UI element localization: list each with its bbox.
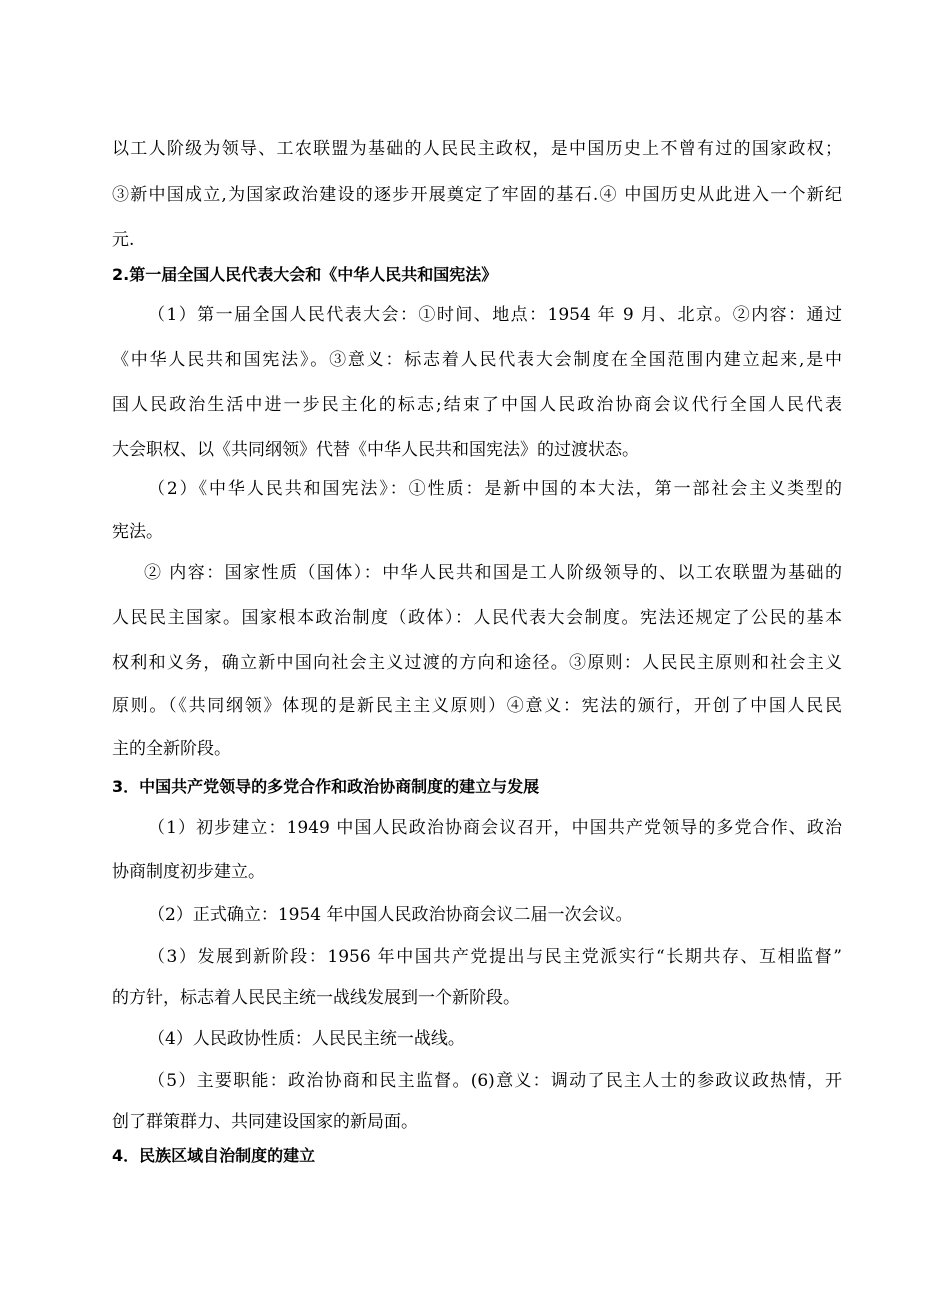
paragraph-line: 主的全新阶段。 xyxy=(112,739,231,759)
paragraph-line: （4）人民政协性质：人民民主统一战线。 xyxy=(148,1029,465,1049)
paragraph-line: （2）正式确立：1954 年中国人民政治协商会议二届一次会议。 xyxy=(148,905,633,925)
paragraph-line: ② 内容：国家性质（国体）：中华人民共和国是工人阶级领导的、以工农联盟为基础的 xyxy=(144,563,842,583)
paragraph-line: 权利和义务，确立新中国向社会主义过渡的方向和途径。③原则：人民民主原则和社会主义 xyxy=(112,653,842,673)
paragraph-line: 协商制度初步建立。 xyxy=(112,862,265,882)
paragraph-line: （3）发展到新阶段：1956 年中国共产党提出与民主党派实行“长期共存、互相监督” xyxy=(148,947,842,967)
paragraph-line: 国人民政治生活中进一步民主化的标志;结束了中国人民政治协商会议代行全国人民代表 xyxy=(112,395,842,415)
paragraph-line: 以工人阶级为领导、工农联盟为基础的人民民主政权，是中国历史上不曾有过的国家政权； xyxy=(112,139,842,159)
paragraph-line: （1）初步建立：1949 中国人民政治协商会议召开，中国共产党领导的多党合作、政治 xyxy=(148,818,842,838)
paragraph-line: （5）主要职能：政治协商和民主监督。(6)意义：调动了民主人士的参政议政热情，开 xyxy=(148,1071,842,1091)
paragraph-line: （1）第一届全国人民代表大会：①时间、地点：1954 年 9 月、北京。②内容：通过 xyxy=(148,305,842,325)
section-heading-2: 2.第一届全国人民代表大会和《中华人民共和国宪法》 xyxy=(112,265,498,284)
paragraph-line: 大会职权、以《共同纲领》代替《中华人民共和国宪法》的过渡状态。 xyxy=(112,440,639,460)
paragraph-line: 创了群策群力、共同建设国家的新局面。 xyxy=(112,1112,418,1132)
paragraph-line: 人民民主国家。国家根本政治制度（政体）：人民代表大会制度。宪法还规定了公民的基本 xyxy=(112,608,842,628)
paragraph-line: ③新中国成立,为国家政治建设的逐步开展奠定了牢固的基石.④ 中国历史从此进入一个新纪 xyxy=(112,185,842,205)
paragraph-line: 《中华人民共和国宪法》。③意义：标志着人民代表大会制度在全国范围内建立起来,是中 xyxy=(112,350,842,370)
section-heading-3: 3．中国共产党领导的多党合作和政治协商制度的建立与发展 xyxy=(112,777,540,796)
paragraph-line: 的方针，标志着人民民主统一战线发展到一个新阶段。 xyxy=(112,988,520,1008)
paragraph-line: （2）《中华人民共和国宪法》：①性质：是新中国的本大法，第一部社会主义类型的 xyxy=(148,479,842,499)
section-heading-4: 4．民族区域自治制度的建立 xyxy=(112,1146,316,1165)
paragraph-line: 宪法。 xyxy=(112,522,163,542)
paragraph-line: 元. xyxy=(112,230,135,250)
paragraph-line: 原则。（《共同纲领》体现的是新民主主义原则）④意义：宪法的颁行，开创了中国人民民 xyxy=(112,696,842,716)
